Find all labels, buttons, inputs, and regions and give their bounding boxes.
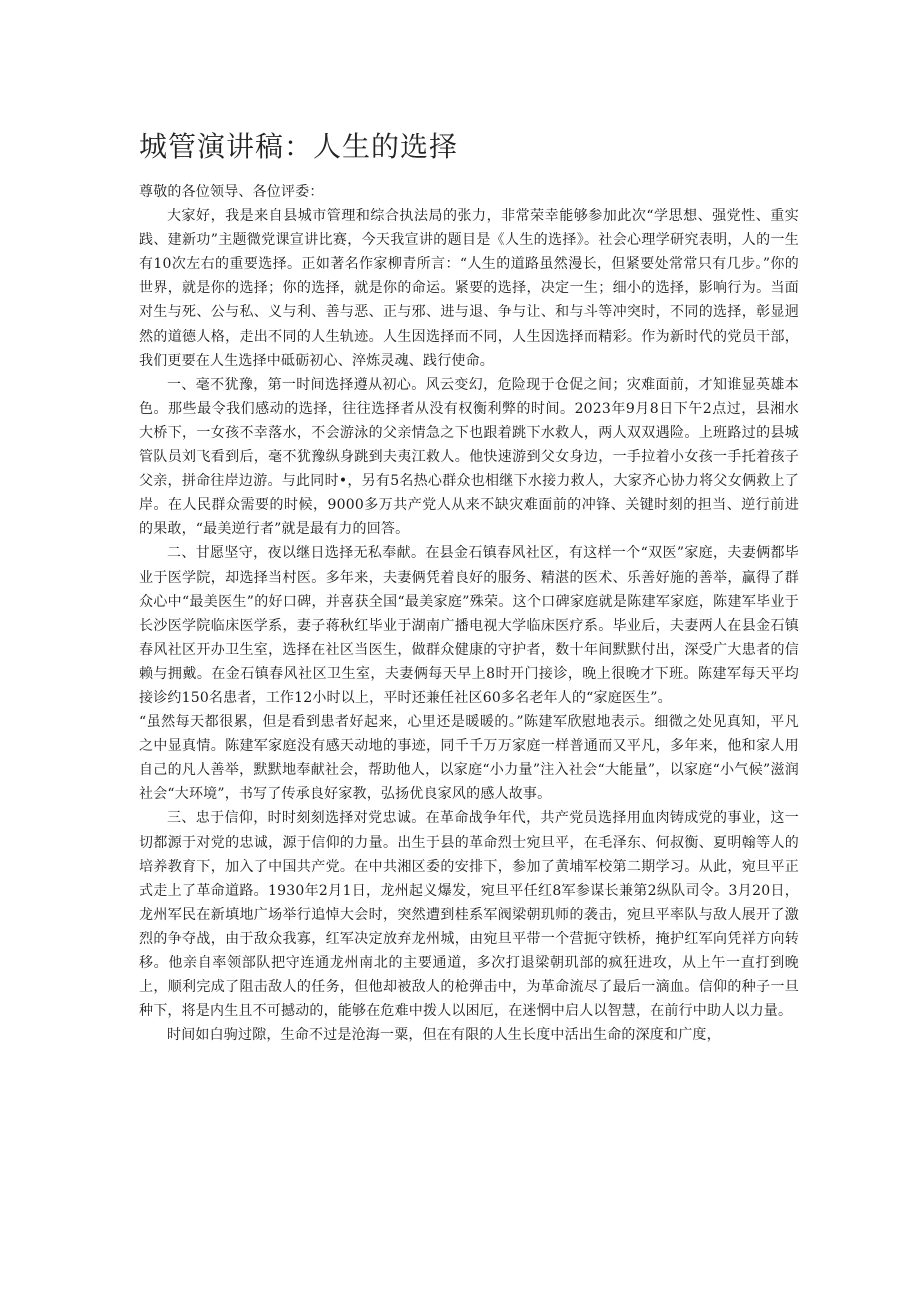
paragraph-section-two: 二、甘愿坚守，夜以继日选择无私奉献。在县金石镇春风社区，有这样一个“双医”家庭，夫妻俩都毕业于医学院，却选择当村医。多年来，夫妻俩凭着良好的服务、精湛的医术、乐善好施的善举，赢得了群众心中“最美医生”的好口碑，并喜获全国“最美家庭”殊荣。这个口碑家庭就是陈建军家庭，陈建军毕业于长沙医学院临床医学系，妻子蒋秋红毕业于湖南广播电视大学临床医疗系。毕业后，夫妻两人在县金石镇春风社区开办卫生室，选择在社区当医生，做群众健康的守护者，数十年间默默付出，深受广大患者的信赖与拥戴。在金石镇春风社区卫生室，夫妻俩每天早上8时开门接诊，晚上很晚才下班。陈建军每天平均接诊约150名患者，工作12小时以上，平时还兼任社区60多名老年人的“家庭医生”。	[139, 545, 799, 706]
paragraph-quote: “虽然每天都很累，但是看到患者好起来，心里还是暖暖的。”陈建军欣慰地表示。细微之处见真知，平凡之中显真情。陈建军家庭没有感天动地的事迹，同千千万万家庭一样普通而又平凡，多年来，他和家人用自己的凡人善举，默默地奉献社会，帮助他人，以家庭“小力量”注入社会“大能量”，以家庭“小气候”滋润社会“大环境”，书写了传承良好家教，弘扬优良家风的感人故事。	[139, 714, 799, 803]
paragraph-section-one: 一、毫不犹豫，第一时间选择遵从初心。风云变幻，危险现于仓促之间；灾难面前，才知谁显英雄本色。那些最令我们感动的选择，往往选择者从没有权衡利弊的时间。2023年9月8日下午2点过，县湘水大桥下，一女孩不幸落水，不会游泳的父亲情急之下也跟着跳下水救人，两人双双遇险。上班路过的县城管队员刘飞看到后，毫不犹豫纵身跳到夫夷江救人。他快速游到父女身边，一手拉着小女孩一手托着孩子父亲，拼命往岸边游。与此同时•，另有5名热心群众也相继下水接力救人，大家齐心协力将父女俩救上了岸。在人民群众需要的时候，9000多万共产党人从来不缺灾难面前的冲锋、关键时刻的担当、逆行前进的果敢，“最美逆行者”就是最有力的回答。	[139, 376, 799, 538]
paragraph-intro: 大家好，我是来自县城市管理和综合执法局的张力，非常荣幸能够参加此次“学思想、强党性、重实践、建新功”主题微党课宣讲比赛，今天我宣讲的题目是《人生的选择》。社会心理学研究表明，人的一生有10次左右的重要选择。正如著名作家柳青所言：“人生的道路虽然漫长，但紧要处常常只有几步。”你的世界，就是你的选择；你的选择，就是你的命运。紧要的选择，决定一生；细小的选择，影响行为。当面对生与死、公与私、义与利、善与恶、正与邪、进与退、争与让、和与斗等冲突时，不同的选择，彰显迥然的道德人格，走出不同的人生轨迹。人生因选择而不同，人生因选择而精彩。作为新时代的党员干部，我们更要在人生选择中砥砺初心、淬炼灵魂、践行使命。	[139, 208, 799, 369]
document-title: 城管演讲稿：人生的选择	[139, 130, 459, 163]
paragraph-section-three: 三、忠于信仰，时时刻刻选择对党忠诚。在革命战争年代，共产党员选择用血肉铸成党的事业，这一切都源于对党的忠诚，源于信仰的力量。出生于县的革命烈士宛旦平，在毛泽东、何叔衡、夏明翰等人的培养教育下，加入了中国共产党。在中共湘区委的安排下，参加了黄埔军校第二期学习。从此，宛旦平正式走上了革命道路。1930年2月1日，龙州起义爆发，宛旦平任红8军参谋长兼第2纵队司令。3月20日，龙州军民在新填地广场举行追悼大会时，突然遭到桂系军阀梁朝玑师的袭击，宛旦平率队与敌人展开了激烈的争夺战，由于敌众我寡，红军决定放弃龙州城，由宛旦平带一个营扼守铁桥，掩护红军向凭祥方向转移。他亲自率领部队把守连通龙州南北的主要通道，多次打退梁朝玑部的疯狂进攻，从上午一直打到晚上，顺利完成了阻击敌人的任务，但他却被敌人的枪弹击中，为革命流尽了最后一滴血。信仰的种子一旦种下，将是内生且不可撼动的，能够在危难中拨人以困厄，在迷惘中启人以智慧，在前行中助人以力量。	[139, 810, 799, 1020]
paragraph-closing: 时间如白驹过隙，生命不过是沧海一粟，但在有限的人生长度中活出生命的深度和广度，	[167, 1027, 721, 1044]
salutation: 尊敬的各位领导、各位评委：	[139, 184, 324, 200]
document-body	[139, 180, 799, 1047]
